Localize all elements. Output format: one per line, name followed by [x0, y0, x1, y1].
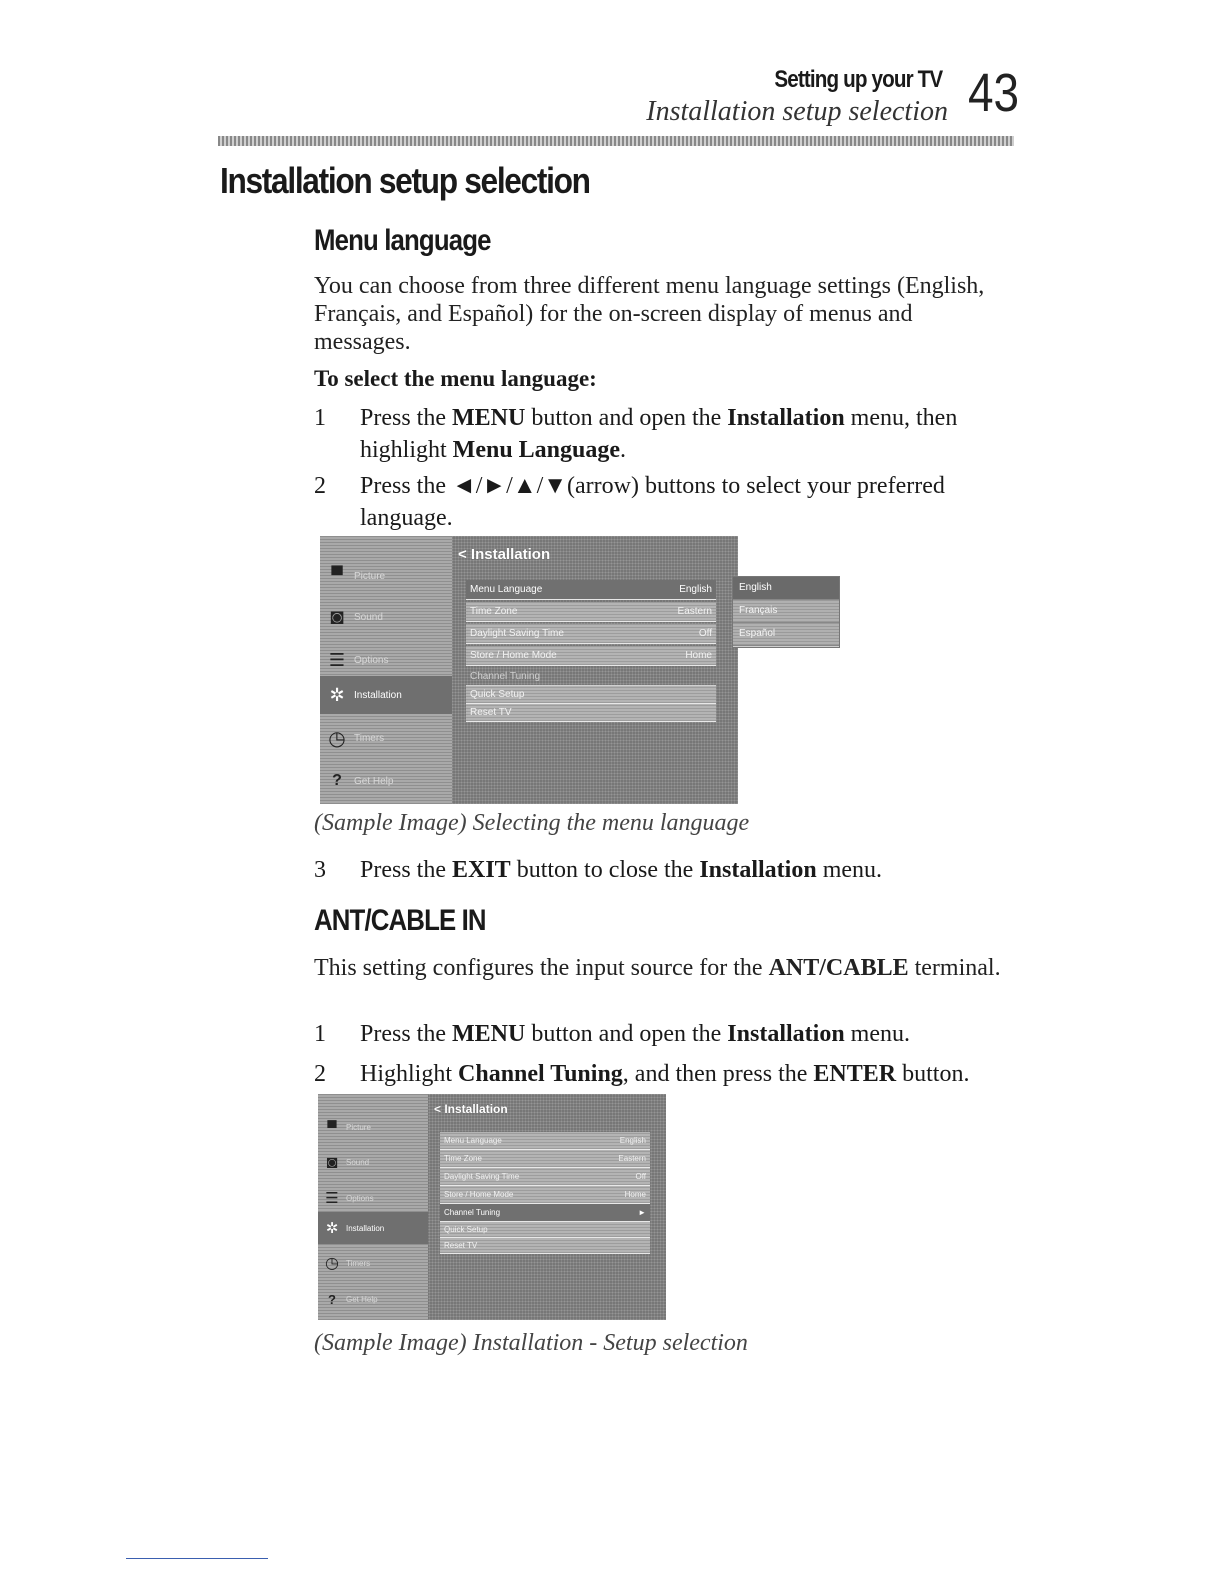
- language-option-espanol: Español: [733, 623, 839, 646]
- side-item-picture: ▀ Picture: [320, 558, 452, 594]
- step-number: 2: [314, 1061, 326, 1087]
- side-item-get-help: ? Get Help: [318, 1284, 428, 1314]
- speaker-icon: ◙: [326, 1151, 338, 1172]
- side-item-get-help: ? Get Help: [320, 764, 452, 798]
- header-rule: [218, 136, 1014, 146]
- menu-title: < Installation: [458, 546, 551, 563]
- side-item-options: ☰ Options: [320, 640, 452, 680]
- side-item-sound: ◙ Sound: [320, 594, 452, 640]
- menu-language-heading: Menu language: [314, 224, 491, 257]
- menu-row-store-home: Store / Home Mode Home: [440, 1186, 650, 1204]
- clock-icon: ◷: [325, 1255, 339, 1272]
- menu-row-channel-tuning: Channel Tuning ►: [440, 1204, 650, 1222]
- footer-line: [126, 1558, 268, 1559]
- clock-icon: ◷: [328, 727, 346, 750]
- picture-icon: ▀: [331, 567, 343, 584]
- options-icon: ☰: [325, 1190, 339, 1207]
- language-option-english: English: [733, 577, 839, 600]
- side-item-sound: ◙ Sound: [318, 1142, 428, 1182]
- side-item-installation: ✲ Installation: [318, 1212, 428, 1244]
- ant-step-1: 1 Press the MENU button and open the Installation menu.: [314, 1018, 1014, 1050]
- language-option-francais: Français: [733, 600, 839, 623]
- tv-side-menu: [320, 536, 452, 804]
- menu-row-quick-setup: Quick Setup: [466, 686, 716, 704]
- step-number: 3: [314, 857, 326, 883]
- step-2: [314, 470, 1014, 534]
- menu-row-store-home: Store / Home Mode Home: [466, 646, 716, 666]
- language-popup: [732, 576, 840, 648]
- ant-step-2: 2 Highlight Channel Tuning, and then press the ENTER button.: [314, 1058, 1014, 1090]
- step-number: 1: [314, 405, 326, 431]
- tv-side-menu: [318, 1094, 428, 1320]
- menu-row-time-zone: Time Zone Eastern: [440, 1150, 650, 1168]
- running-header-chapter: Setting up your TV: [774, 66, 942, 93]
- tv-menu-screenshot-language: [320, 536, 738, 804]
- page-title: Installation setup selection: [220, 160, 590, 201]
- menu-row-time-zone: Time Zone Eastern: [466, 602, 716, 622]
- picture-icon: ▀: [327, 1119, 337, 1135]
- installation-icon: ✲: [325, 1220, 339, 1237]
- running-header-section: Installation setup selection: [646, 96, 948, 127]
- menu-row-reset-tv: Reset TV: [466, 704, 716, 722]
- menu-row-channel-tuning: Channel Tuning: [466, 668, 716, 686]
- help-icon: ?: [328, 1291, 336, 1307]
- tv-menu-screenshot-channel-tuning: [318, 1094, 666, 1320]
- ant-cable-heading: ANT/CABLE IN: [314, 904, 486, 937]
- page-number: 43: [968, 63, 1020, 123]
- menu-row-daylight-saving: Daylight Saving Time Off: [466, 624, 716, 644]
- menu-row-reset-tv: Reset TV: [440, 1238, 650, 1254]
- menu-language-subheading: To select the menu language:: [314, 366, 597, 391]
- installation-icon: ✲: [329, 684, 345, 705]
- side-item-installation: ✲ Installation: [320, 676, 452, 714]
- help-icon: ?: [332, 772, 342, 789]
- menu-title: < Installation: [434, 1102, 508, 1116]
- ant-cable-intro: This setting configures the input source for the ANT/CABLE terminal.: [314, 955, 1001, 981]
- chevron-right-icon: ►: [638, 1208, 646, 1217]
- menu-row-menu-language: Menu Language English: [466, 580, 716, 600]
- step-1: 1 Press the MENU button and open the Installation menu, then highlight Menu Language.: [314, 402, 1014, 466]
- side-item-timers: ◷ Timers: [318, 1248, 428, 1278]
- menu-row-daylight-saving: Daylight Saving Time Off: [440, 1168, 650, 1186]
- step-2-text: Press the ◄/►/▲/▼(arrow) buttons to select your preferred language.: [360, 473, 945, 531]
- side-item-timers: ◷ Timers: [320, 720, 452, 756]
- caption-selecting-language: (Sample Image) Selecting the menu language: [314, 810, 750, 836]
- menu-row-menu-language: Menu Language English: [440, 1132, 650, 1150]
- step-number: 1: [314, 1021, 326, 1047]
- options-icon: ☰: [328, 649, 346, 670]
- side-item-picture: ▀ Picture: [318, 1112, 428, 1142]
- step-3: 3 Press the EXIT button to close the Installation menu.: [314, 854, 1014, 886]
- menu-row-quick-setup: Quick Setup: [440, 1222, 650, 1238]
- menu-language-intro: You can choose from three different menu language settings (English, Français, and Español) for the on-screen display of menus and messages.: [314, 273, 985, 355]
- caption-setup-selection: (Sample Image) Installation - Setup selection: [314, 1330, 748, 1356]
- speaker-icon: ◙: [330, 604, 344, 629]
- step-number: 2: [314, 473, 326, 499]
- side-item-options: ☰ Options: [318, 1182, 428, 1214]
